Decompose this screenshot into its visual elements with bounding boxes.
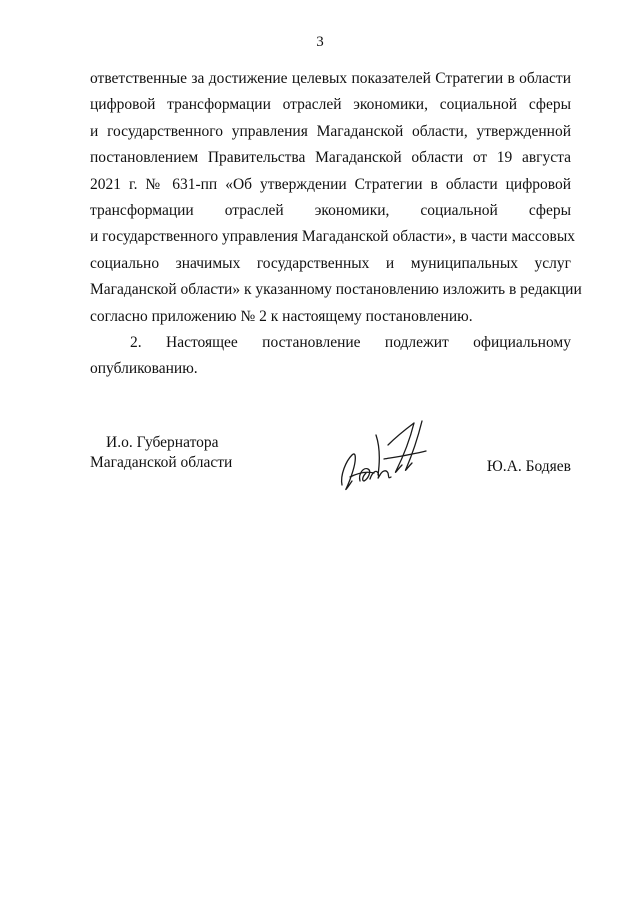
body-line: ответственные за достижение целевых показателей Стратегии в области: [90, 70, 571, 87]
body-line: постановлением Правительства Магаданской области от 19 августа: [90, 149, 571, 167]
body-line: согласно приложению № 2 к настоящему постановлению.: [90, 307, 473, 325]
signer-name: Ю.А. Бодяев: [486, 458, 571, 475]
handwritten-signature: [336, 415, 436, 495]
body-line: трансформации отраслей экономики, социальной сферы: [90, 202, 571, 220]
signer-region: Магаданской области: [90, 454, 233, 471]
body-line: социально значимых государственных и муниципальных услуг: [90, 254, 571, 272]
document-body: [90, 66, 582, 383]
body-line: 2021 г. № 631-пп «Об утверждении Стратегии в области цифровой: [90, 175, 571, 193]
signer-title: И.о. Губернатора: [106, 434, 219, 451]
paragraph-2-line: опубликованию.: [90, 360, 198, 378]
body-line: и государственного управления Магаданской области», в части массовых: [90, 228, 576, 246]
paragraph-2-line: 2. Настоящее постановление подлежит официальному: [130, 334, 571, 352]
body-line: Магаданской области» к указанному постановлению изложить в редакции: [90, 281, 582, 299]
body-line: и государственного управления Магаданской области, утвержденной: [90, 122, 571, 140]
body-line: цифровой трансформации отраслей экономики, социальной сферы: [90, 96, 571, 114]
page-number: 3: [316, 34, 324, 50]
signature-block: [90, 433, 571, 503]
